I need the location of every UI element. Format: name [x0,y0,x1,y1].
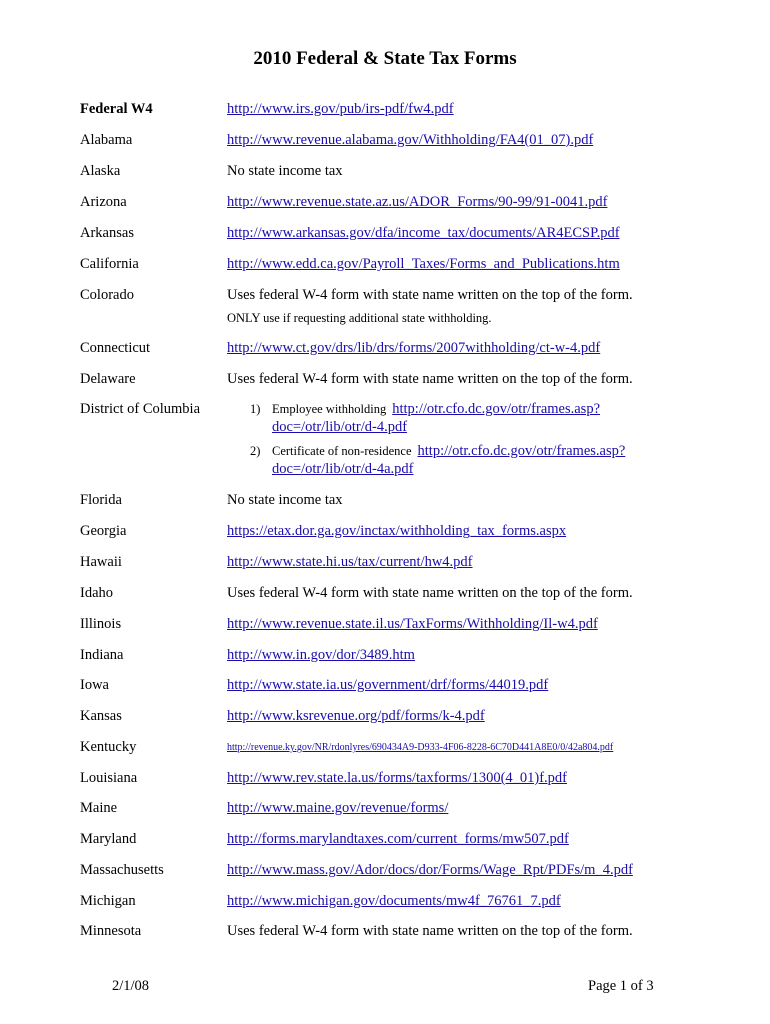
state-name: Colorado [80,287,134,303]
dc-item-link[interactable]: http://otr.cfo.dc.gov/otr/frames.asp? [417,443,626,459]
dc-item-number: 2) [250,444,261,458]
form-link[interactable]: http://www.revenue.state.az.us/ADOR_Forms/90-99/91-0041.pdf [227,194,608,210]
state-name: Maryland [80,831,137,847]
form-link[interactable]: http://forms.marylandtaxes.com/current_forms/mw507.pdf [227,831,569,847]
dc-item-link-part2[interactable]: doc=/otr/lib/otr/d-4.pdf [272,419,408,435]
dc-item-label: Employee withholding [272,402,387,416]
dc-item-employee-withholding [250,401,600,418]
dc-item-link-continued[interactable] [272,419,407,436]
form-note: Uses federal W-4 form with state name written on the top of the form. [227,287,633,303]
state-name: Kentucky [80,739,137,755]
form-link[interactable]: http://www.maine.gov/revenue/forms/ [227,800,449,816]
state-name: District of Columbia [80,401,201,417]
state-name: Illinois [80,616,122,632]
state-name: Maine [80,800,118,816]
form-link[interactable]: http://www.mass.gov/Ador/docs/dor/Forms/Wage_Rpt/PDFs/m_4.pdf [227,862,633,878]
form-link[interactable]: http://www.michigan.gov/documents/mw4f_76761_7.pdf [227,893,561,909]
page-title: 2010 Federal & State Tax Forms [253,48,517,69]
dc-item-link-part2[interactable]: doc=/otr/lib/otr/d-4a.pdf [272,461,414,477]
state-name: Florida [80,492,122,508]
form-link[interactable]: http://www.state.hi.us/tax/current/hw4.pdf [227,554,473,570]
form-note: No state income tax [227,163,343,179]
form-link[interactable]: https://etax.dor.ga.gov/inctax/withholding_tax_forms.aspx [227,523,567,539]
form-link[interactable]: http://www.in.gov/dor/3489.htm [227,647,415,663]
state-name: Arkansas [80,225,134,241]
state-name: Minnesota [80,923,142,939]
form-link[interactable]: http://revenue.ky.gov/NR/rdonlyres/690434A9-D933-4F06-8228-6C70D441A8E0/0/42a804.pdf [227,742,614,753]
form-link[interactable]: http://www.arkansas.gov/dfa/income_tax/documents/AR4ECSP.pdf [227,225,620,241]
form-link[interactable]: http://www.revenue.alabama.gov/Withholding/FA4(01_07).pdf [227,132,594,148]
state-name: Alabama [80,132,133,148]
state-name: Massachusetts [80,862,164,878]
form-link[interactable]: http://www.revenue.state.il.us/TaxForms/Withholding/Il-w4.pdf [227,616,598,632]
state-name: Kansas [80,708,122,724]
form-link[interactable]: http://www.edd.ca.gov/Payroll_Taxes/Forms_and_Publications.htm [227,256,620,272]
state-name: California [80,256,139,272]
state-name: Louisiana [80,770,138,786]
state-name: Connecticut [80,340,151,356]
state-name: Delaware [80,371,136,387]
form-link[interactable]: http://www.irs.gov/pub/irs-pdf/fw4.pdf [227,101,454,117]
form-link[interactable]: http://www.rev.state.la.us/forms/taxforms/1300(4_01)f.pdf [227,770,568,786]
dc-item-number: 1) [250,402,261,416]
state-name: Alaska [80,163,121,179]
form-link[interactable]: http://www.ct.gov/drs/lib/drs/forms/2007withholding/ct-w-4.pdf [227,340,601,356]
state-name: Hawaii [80,554,122,570]
form-note: No state income tax [227,492,343,508]
state-name: Idaho [80,585,114,601]
form-subnote: ONLY use if requesting additional state withholding. [227,311,492,325]
form-note: Uses federal W-4 form with state name written on the top of the form. [227,923,633,939]
state-name: Indiana [80,647,124,663]
state-name: Georgia [80,523,127,539]
dc-item-link-continued[interactable] [272,461,413,478]
dc-item-label: Certificate of non-residence [272,444,412,458]
form-link[interactable]: http://www.ksrevenue.org/pdf/forms/k-4.pdf [227,708,485,724]
form-note: Uses federal W-4 form with state name written on the top of the form. [227,585,633,601]
form-note: Uses federal W-4 form with state name written on the top of the form. [227,371,633,387]
dc-item-link[interactable]: http://otr.cfo.dc.gov/otr/frames.asp? [392,401,601,417]
state-name: Michigan [80,893,136,909]
state-name: Iowa [80,677,109,693]
dc-item-certificate-nonresidence [250,443,625,460]
state-name: Arizona [80,194,127,210]
footer-date: 2/1/08 [112,978,150,994]
form-link[interactable]: http://www.state.ia.us/government/drf/forms/44019.pdf [227,677,549,693]
footer-page-number: Page 1 of 3 [588,978,654,994]
state-name: Federal W4 [80,101,153,117]
